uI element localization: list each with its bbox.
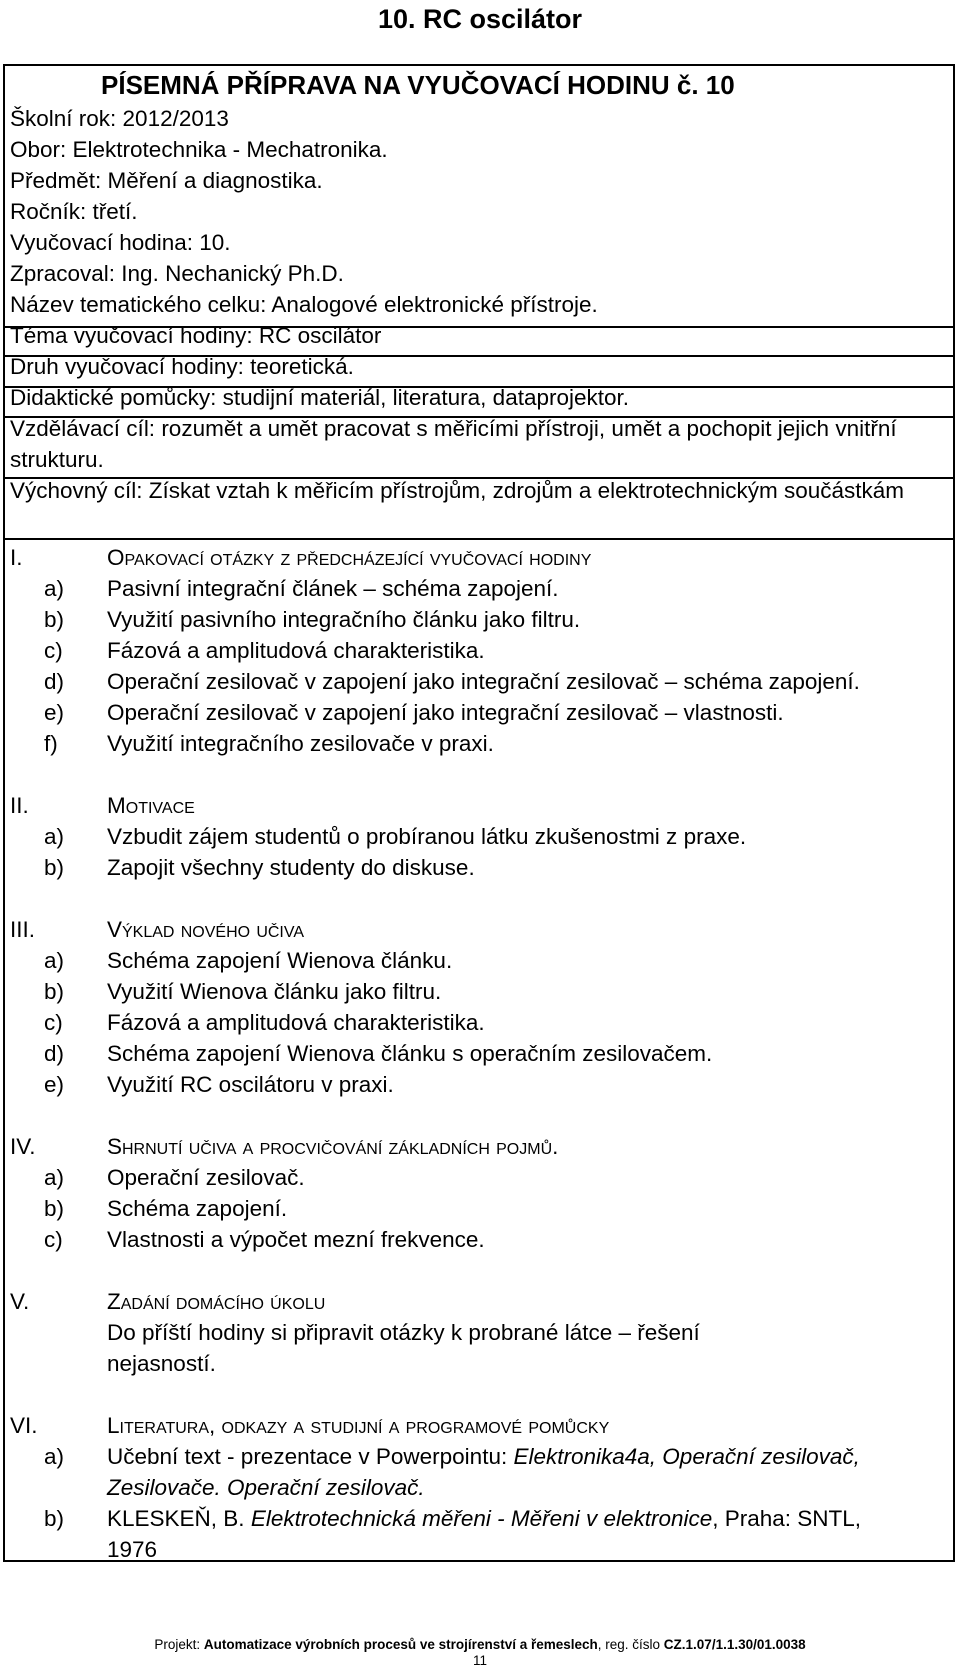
meta-topic-unit: Název tematického celku: Analogové elektronické přístroje.: [10, 292, 598, 317]
footer-reg-number: CZ.1.07/1.1.30/01.0038: [663, 1637, 806, 1652]
section-number: VI.: [10, 1413, 38, 1438]
section-review: [10, 542, 945, 759]
section-title: Opakovací otázky z předcházející vyučovací hodiny: [107, 545, 592, 570]
footer-project: Projekt: Automatizace výrobních procesů ve strojírenství a řemeslech, reg. číslo CZ.1.07/1.1.30/01.0038: [154, 1637, 806, 1652]
divider-topic: [3, 326, 955, 328]
list-item: a) Operační zesilovač.: [44, 1165, 305, 1190]
section-number: II.: [10, 793, 29, 818]
homework-text: Do příští hodiny si připravit otázky k probrané látce – řešení nejasností.: [107, 1320, 700, 1376]
section-new-material: [10, 914, 945, 1100]
meta-educational-goal: Vzdělávací cíl: rozumět a umět pracovat s měřicími přístroji, umět a pochopit jejich vnitřní strukturu.: [10, 416, 897, 472]
list-item: e) Využití RC oscilátoru v praxi.: [44, 1072, 394, 1097]
section-number: I.: [10, 545, 23, 570]
list-item: a) Pasivní integrační článek – schéma zapojení.: [44, 576, 559, 601]
plan-meta: [10, 103, 945, 506]
divider-type: [3, 355, 955, 357]
section-number: III.: [10, 917, 36, 942]
meta-subject: Předmět: Měření a diagnostika.: [10, 168, 323, 193]
page-number: 11: [472, 1653, 487, 1668]
section-title: Výklad nového učiva: [107, 917, 305, 942]
list-item: b) Využití pasivního integračního článku jako filtru.: [44, 607, 581, 632]
list-item: b) Využití Wienova článku jako filtru.: [44, 979, 442, 1004]
list-item: c) Vlastnosti a výpočet mezní frekvence.: [44, 1227, 485, 1252]
list-item: a) Schéma zapojení Wienova článku.: [44, 948, 453, 973]
section-title: Literatura, odkazy a studijní a programové pomůcky: [107, 1413, 610, 1438]
list-item: d) Operační zesilovač v zapojení jako integrační zesilovač – schéma zapojení.: [44, 669, 860, 694]
divider-sections: [3, 538, 955, 540]
plan-title-text: PÍSEMNÁ PŘÍPRAVA NA VYUČOVACÍ HODINU č. 10: [101, 70, 735, 100]
section-title: Zadání domácího úkolu: [107, 1289, 326, 1314]
list-item: d) Schéma zapojení Wienova článku s operačním zesilovačem.: [44, 1041, 713, 1066]
list-item: c) Fázová a amplitudová charakteristika.: [44, 638, 485, 663]
section-motivation: [10, 790, 945, 883]
list-item: a) Vzbudit zájem studentů o probíranou látku zkušenostmi z praxe.: [44, 824, 747, 849]
meta-field: Obor: Elektrotechnika - Mechatronika.: [10, 137, 388, 162]
divider-upbringing-goal: [3, 477, 955, 479]
plan-title: [101, 68, 735, 102]
section-title: Motivace: [107, 793, 195, 818]
section-number: IV.: [10, 1134, 36, 1159]
list-item: c) Fázová a amplitudová charakteristika.: [44, 1010, 485, 1035]
meta-lesson-type: Druh vyučovací hodiny: teoretická.: [10, 354, 354, 379]
literature-item: b) KLESKEŇ, B. Elektrotechnická měřeni - Měřeni v elektronice, Praha: SNTL, 1976: [44, 1506, 862, 1562]
section-summary: [10, 1131, 945, 1255]
meta-author: Zpracoval: Ing. Nechanický Ph.D.: [10, 261, 344, 286]
meta-lesson-number: Vyučovací hodina: 10.: [10, 230, 231, 255]
section-homework: [10, 1286, 945, 1379]
meta-lesson-topic: Téma vyučovací hodiny: RC oscilátor: [10, 323, 382, 348]
list-item: b) Schéma zapojení.: [44, 1196, 288, 1221]
page-header-title: 10. RC oscilátor: [377, 4, 583, 34]
literature-item: a) Učební text - prezentace v Powerpointu: Elektronika4a, Operační zesilovač, Zesilovače. Operační zesilovač.: [44, 1444, 860, 1500]
meta-upbringing-goal: Výchovný cíl: Získat vztah k měřicím přístrojům, zdrojům a elektrotechnickým součástkám: [10, 478, 905, 503]
section-literature: [10, 1410, 945, 1565]
meta-school-year: Školní rok: 2012/2013: [10, 106, 229, 131]
meta-teaching-aids: Didaktické pomůcky: studijní materiál, literatura, dataprojektor.: [10, 385, 630, 410]
divider-edu-goal: [3, 416, 955, 418]
footer-project-name: Automatizace výrobních procesů ve strojírenství a řemeslech: [203, 1637, 598, 1652]
list-item: f) Využití integračního zesilovače v praxi.: [44, 731, 494, 756]
lesson-sections: [10, 542, 945, 1565]
section-title: Shrnutí učiva a procvičování základních pojmů.: [107, 1134, 559, 1159]
meta-grade: Ročník: třetí.: [10, 199, 138, 224]
list-item: e) Operační zesilovač v zapojení jako integrační zesilovač – vlastnosti.: [44, 700, 784, 725]
divider-aids: [3, 386, 955, 388]
section-number: V.: [10, 1289, 30, 1314]
list-item: b) Zapojit všechny studenty do diskuse.: [44, 855, 475, 880]
